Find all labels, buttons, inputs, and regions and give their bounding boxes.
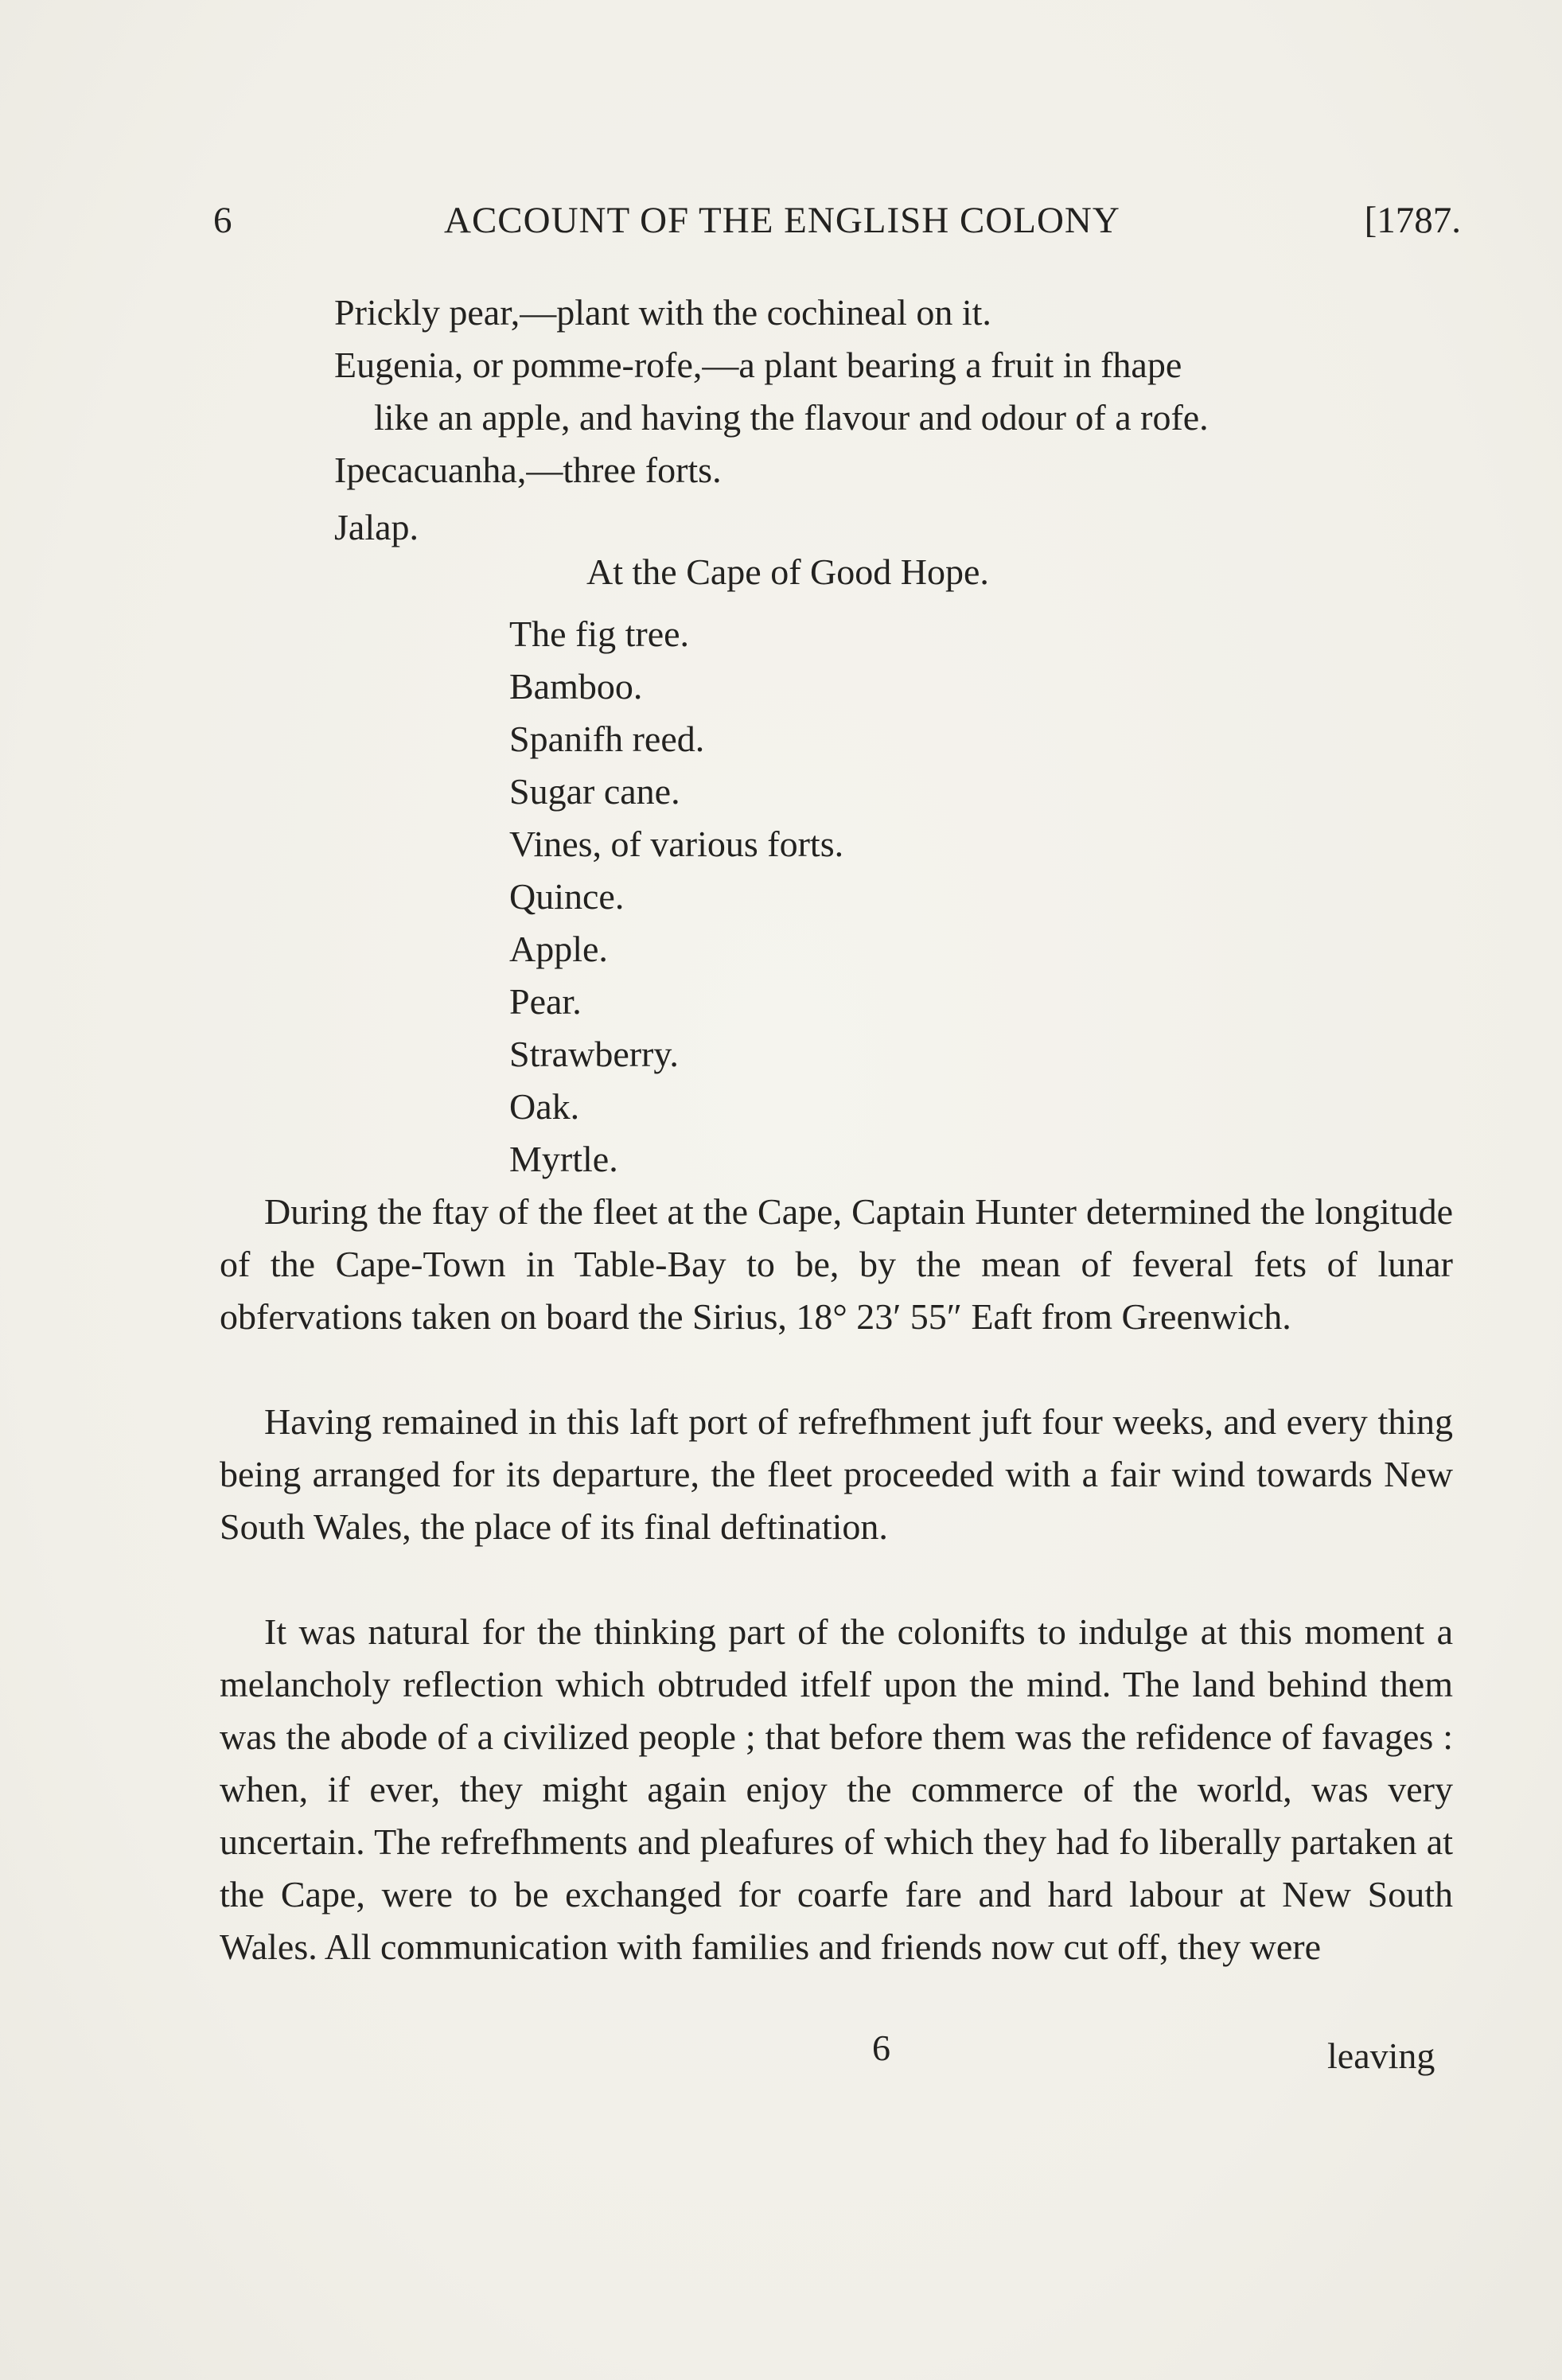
body-paragraph-longitude: During the ftay of the fleet at the Cape, Captain Hunter determined the longitude of the Cape-Town in Table-Bay to be, by the mean of feveral fets of lunar obfervations taken on board the Sirius, 18° 23′ 55″ Eaft from Greenwich. (220, 1191, 1453, 1337)
cape-list-item: Spanifh reed. (509, 719, 705, 759)
cape-list-item: Apple. (509, 929, 608, 969)
cape-list-item: Sugar cane. (509, 771, 680, 812)
cape-list-item: Vines, of various forts. (509, 824, 844, 864)
cape-list-item: Bamboo. (509, 666, 643, 707)
plant-list-item: Jalap. (334, 507, 419, 547)
cape-list-item: Strawberry. (509, 1034, 679, 1074)
cape-list-item: Myrtle. (509, 1139, 618, 1179)
running-title: ACCOUNT OF THE ENGLISH COLONY (444, 200, 1120, 241)
plant-list-item: Ipecacuanha,—three forts. (334, 450, 722, 490)
catchword: leaving (1327, 2035, 1435, 2076)
plant-list-item-continuation: like an apple, and having the flavour and odour of a rofe. (374, 397, 1209, 438)
plant-list-item: Prickly pear,—plant with the cochineal on it. (334, 292, 991, 333)
cape-list-item: Pear. (509, 981, 582, 1022)
running-header (213, 199, 1461, 255)
plant-list-item: Eugenia, or pomme-rofe,—a plant bearing a fruit in fhape (334, 345, 1182, 385)
footer-page-number: 6 (872, 2027, 890, 2068)
cape-list-item: Oak. (509, 1086, 580, 1127)
body-paragraph-reflection: It was natural for the thinking part of the colonifts to indulge at this moment a melancholy reflection which obtruded itfelf upon the mind. The land behind them was the abode of a civilized people ; that before them was the refidence of favages : when, if ever, they might again enjoy the commerce of the world, was very uncertain. The refrefhments and pleafures of which they had fo liberally partaken at the Cape, were to be exchanged for coarfe fare and hard labour at New South Wales. All communication with families and friends now cut off, they were (220, 1611, 1453, 1967)
cape-list-item: Quince. (509, 876, 625, 917)
header-page-number: 6 (213, 200, 232, 241)
cape-list-item: The fig tree. (509, 614, 690, 654)
cape-section-heading: At the Cape of Good Hope. (586, 551, 989, 592)
body-paragraph-departure: Having remained in this laft port of refrefhment juft four weeks, and every thing being arranged for its departure, the fleet proceeded with a fair wind towards New South Wales, the place of its final deftination. (220, 1401, 1453, 1547)
header-year: [1787. (1364, 200, 1461, 241)
